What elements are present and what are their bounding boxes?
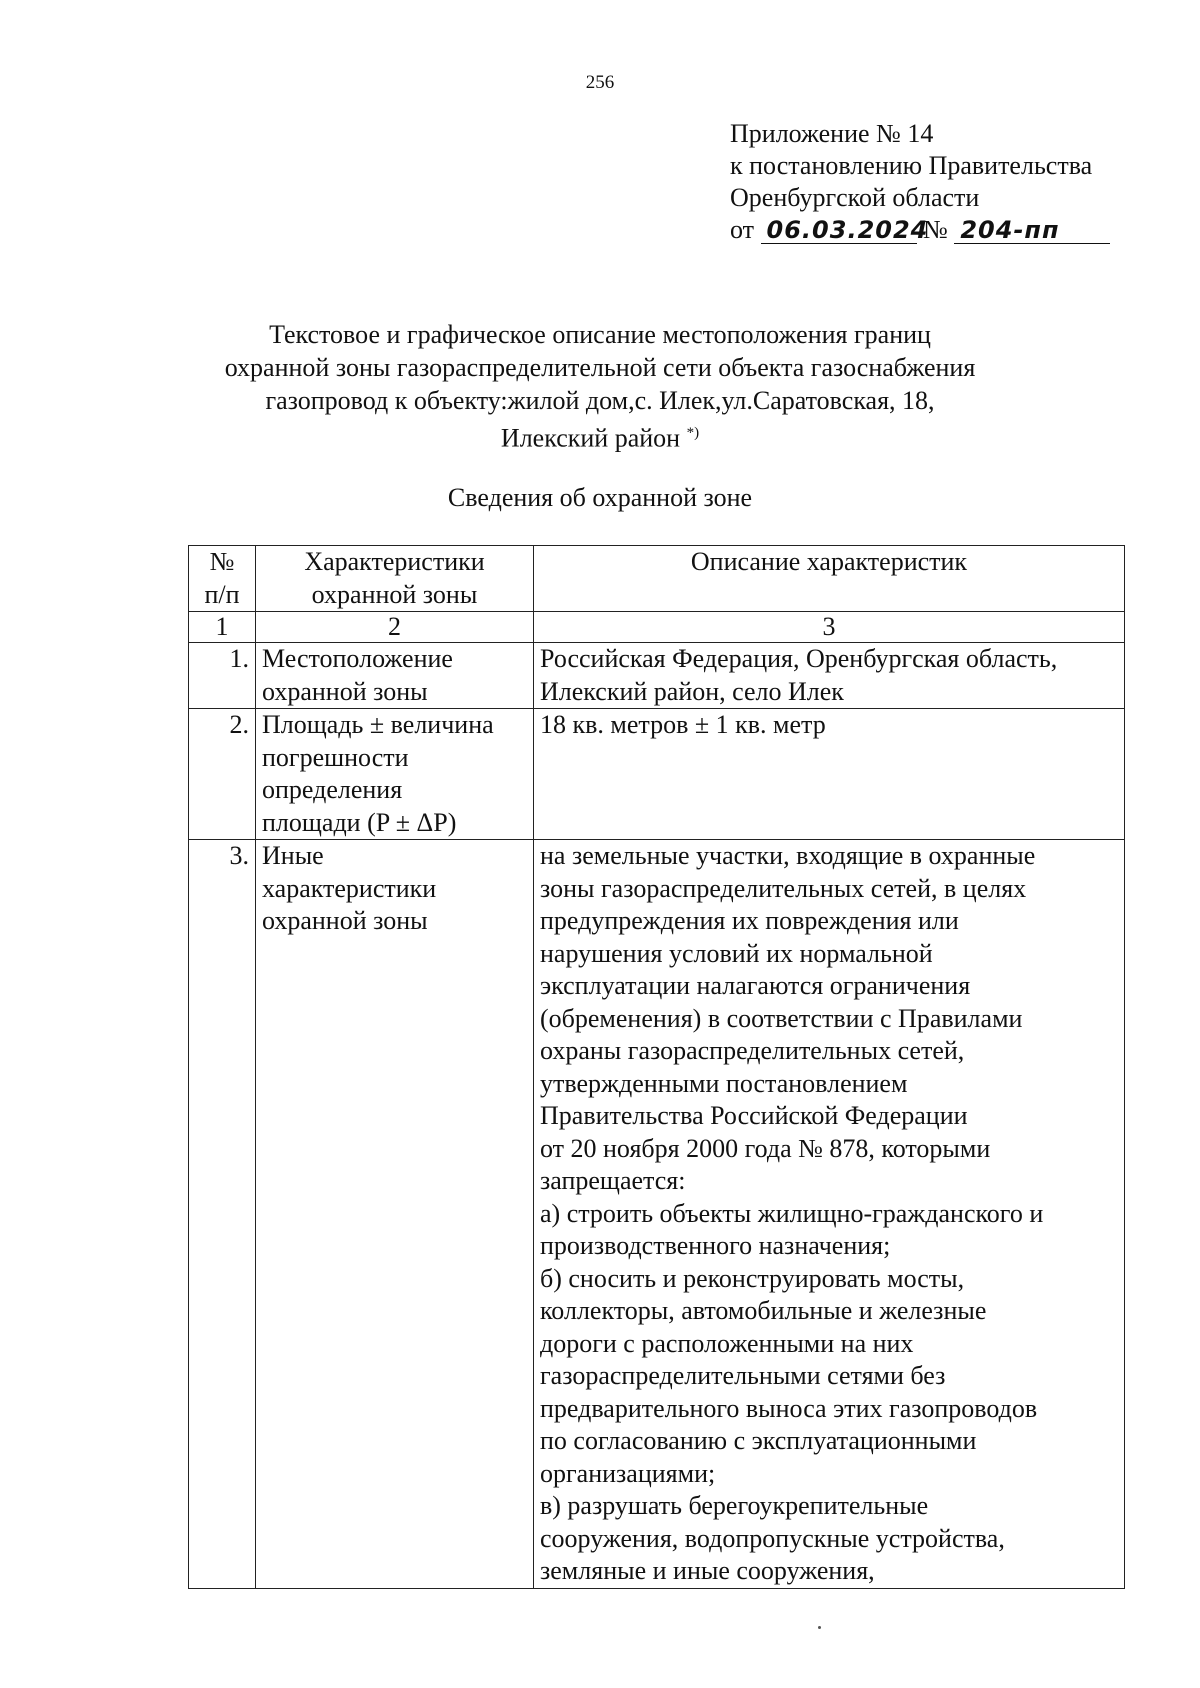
page-number: 256 <box>585 72 615 93</box>
appendix-block <box>730 118 1110 246</box>
appendix-line-1: Приложение № 14 <box>730 119 934 148</box>
title-district: Илекский район <box>500 423 681 453</box>
table-row <box>189 709 1125 840</box>
header-characteristics: Характеристики охранной зоны <box>256 546 534 612</box>
row-number: 1. <box>189 643 256 709</box>
appendix-line-3: Оренбургской области <box>730 183 980 212</box>
table-row <box>189 840 1125 1589</box>
handwritten-number: 204-пп <box>954 217 1110 244</box>
header-description: Описание характеристик <box>534 546 1125 612</box>
document-title <box>0 318 1200 455</box>
number-label: № <box>923 215 948 244</box>
row-number: 2. <box>189 709 256 840</box>
table-row <box>189 643 1125 709</box>
row-number: 3. <box>189 840 256 1589</box>
appendix-line-2: к постановлению Правительства <box>730 151 1093 180</box>
appendix-date-number-row <box>730 214 1110 246</box>
protection-zone-table <box>188 545 1125 1589</box>
from-label: от <box>730 215 755 244</box>
row-description: 18 кв. метров ± 1 кв. метр <box>534 709 1125 840</box>
handwritten-date: 06.03.2024 <box>761 217 917 244</box>
table-index-row <box>189 612 1125 643</box>
title-line-3: газопровод к объекту:жилой дом,с. Илек,ул.Саратовская, 18, <box>265 386 935 415</box>
index-cell: 2 <box>256 612 534 643</box>
table-header-row <box>189 546 1125 612</box>
scan-speck <box>818 1626 821 1629</box>
row-characteristic: Площадь ± величина погрешности определения площади (P ± ΔP) <box>256 709 534 840</box>
row-description: на земельные участки, входящие в охранные зоны газораспределительных сетей, в целях предупреждения их повреждения или нарушения условий их нормальной эксплуатации налагаются ограничения (обременения) в соответствии с Правилами охраны газораспределительных сетей, утвержденными постановлением Правительства Российской Федерации от 20 ноября 2000 года № 878, которыми запрещается: а) строить объекты жилищно-гражданского и производственного назначения; б) сносить и реконструировать мосты, коллекторы, автомобильные и железные дороги с расположенными на них газораспределительными сетями без предварительного выноса этих газопроводов по согласованию с эксплуатационными организациями; в) разрушать берегоукрепительные сооружения, водопропускные устройства, земляные и иные сооружения, <box>534 840 1125 1589</box>
section-title: Сведения об охранной зоне <box>447 483 753 512</box>
title-line-2: охранной зоны газораспределительной сети объекта газоснабжения <box>224 353 976 382</box>
index-cell: 3 <box>534 612 1125 643</box>
row-characteristic: Местоположение охранной зоны <box>256 643 534 709</box>
index-cell: 1 <box>189 612 256 643</box>
row-characteristic: Иные характеристики охранной зоны <box>256 840 534 1589</box>
title-line-4 <box>0 417 1200 455</box>
header-number: № п/п <box>189 546 256 612</box>
title-line-1: Текстовое и графическое описание местоположения границ <box>269 320 931 349</box>
row-description: Российская Федерация, Оренбургская область, Илекский район, село Илек <box>534 643 1125 709</box>
footnote-mark: *) <box>686 425 700 441</box>
